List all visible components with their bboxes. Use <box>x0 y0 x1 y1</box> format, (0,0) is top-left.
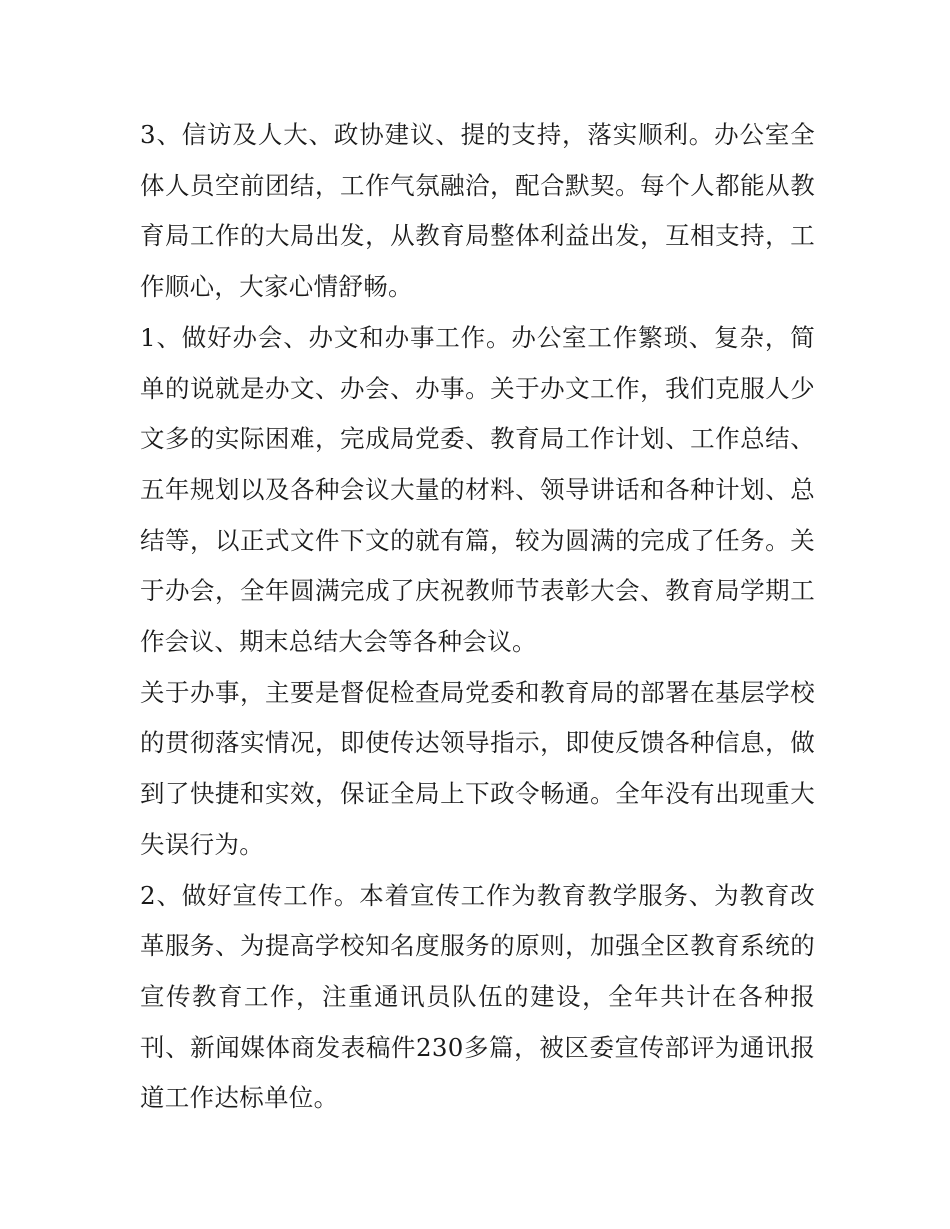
paragraph-meetings-documents-affairs: 1、做好办会、办文和办事工作。办公室工作繁琐、复杂，简单的说就是办文、办会、办事。关于办文工作，我们克服人少文多的实际困难，完成局党委、教育局工作计划、工作总结、五年规划以及各种会议大量的材料、领导讲话和各种计划、总结等，以正式文件下文的就有篇，较为圆满的完成了任务。关于办会，全年圆满完成了庆祝教师节表彰大会、教育局学期工作会议、期末总结大会等各种会议。 <box>140 322 815 657</box>
paragraph-publicity-work: 2、做好宣传工作。本着宣传工作为教育教学服务、为教育改革服务、为提高学校知名度服务的原则，加强全区教育系统的宣传教育工作，注重通讯员队伍的建设，全年共计在各种报刊、新闻媒体商发表稿件230多篇，被区委宣传部评为通讯报道工作达标单位。 <box>140 880 815 1113</box>
document-body <box>140 110 815 1124</box>
paragraph-petition-support: 3、信访及人大、政协建议、提的支持，落实顺利。办公室全体人员空前团结，工作气氛融洽，配合默契。每个人都能从教育局工作的大局出发，从教育局整体利益出发，互相支持，工作顺心，大家心情舒畅。 <box>140 120 815 302</box>
paragraph-affairs-supervision: 关于办事，主要是督促检查局党委和教育局的部署在基层学校的贯彻落实情况，即使传达领导指示，即使反馈各种信息，做到了快捷和实效，保证全局上下政令畅通。全年没有出现重大失误行为。 <box>140 677 815 859</box>
